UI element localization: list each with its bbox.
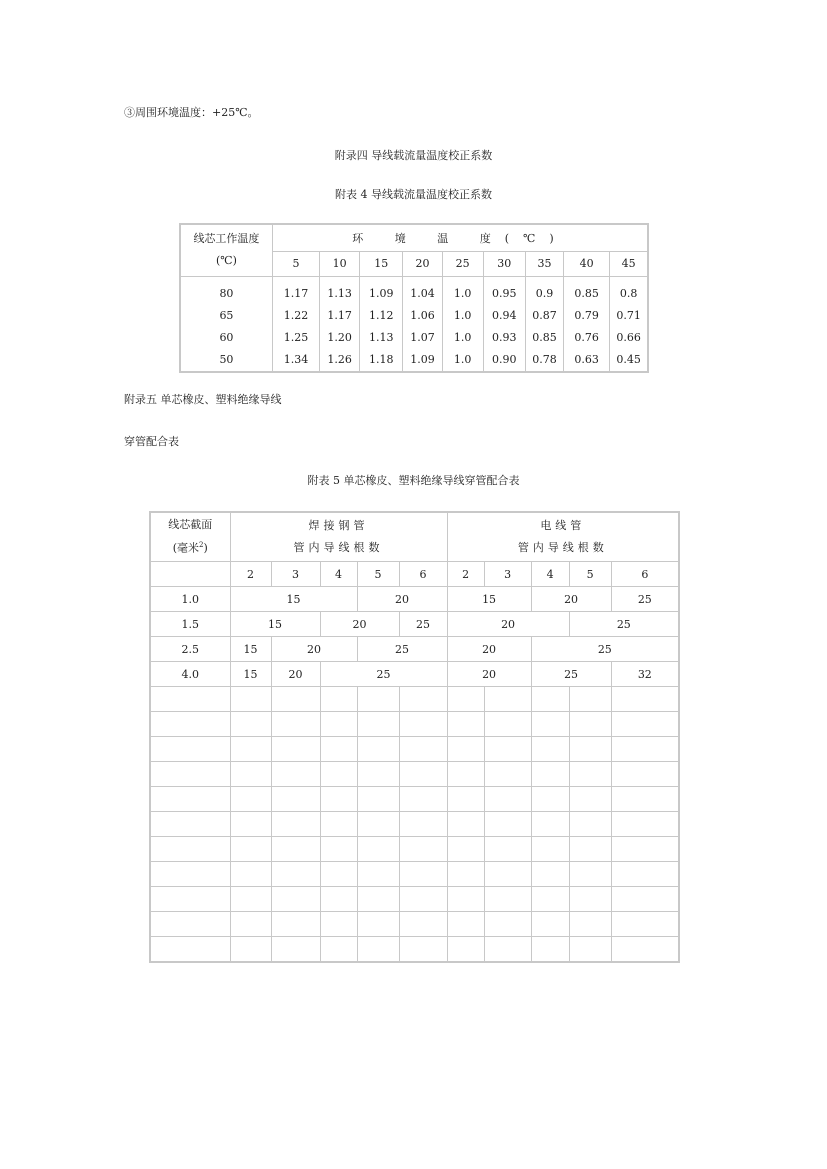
- table-cell: 0.8: [619, 286, 638, 300]
- temperature-correction-table: [179, 223, 649, 373]
- table-cell: 15: [230, 637, 271, 662]
- row-header-line2: (℃): [215, 254, 237, 268]
- table-cell: 0.78: [532, 352, 557, 366]
- appendix5-table-caption: 附表 5 单芯橡皮、塑料绝缘导线穿管配合表: [307, 474, 520, 487]
- value-column: [403, 276, 442, 372]
- table-cell: 0.9: [535, 286, 554, 300]
- column-header: 20: [403, 251, 442, 276]
- appendix5-heading: 附录五 单芯橡皮、塑料绝缘导线: [124, 393, 282, 406]
- value-column: [483, 276, 525, 372]
- column-header: 40: [564, 251, 610, 276]
- table-cell: 1.0: [453, 308, 472, 322]
- table-cell: 25: [320, 662, 447, 687]
- empty-row: [150, 912, 679, 937]
- value-column: [272, 276, 319, 372]
- section-header-line2: (毫米$^2$): [172, 541, 208, 555]
- steel-pipe-group-header: [230, 512, 447, 562]
- empty-row: [150, 812, 679, 837]
- count-header: 3: [484, 562, 531, 587]
- count-header: 4: [320, 562, 357, 587]
- table-cell: 25: [569, 612, 679, 637]
- section-header-line1: 线芯截面: [168, 518, 213, 532]
- appendix5-heading-continued: 穿管配合表: [124, 435, 179, 448]
- table-cell: 1.13: [369, 330, 394, 344]
- table-cell: 0.93: [492, 330, 517, 344]
- table-row: [150, 587, 679, 612]
- empty-row: [150, 762, 679, 787]
- table-cell: 0.79: [574, 308, 599, 322]
- electric-conduit-title: 电线管: [540, 519, 586, 532]
- table-cell: 1.18: [369, 352, 394, 366]
- table-row: [150, 637, 679, 662]
- table-cell: 1.09: [410, 352, 435, 366]
- count-header: 5: [357, 562, 399, 587]
- ambient-temp-group-header: 环 境 温 度(℃): [272, 224, 648, 251]
- table-cell: 0.76: [574, 330, 599, 344]
- column-header: 15: [360, 251, 403, 276]
- table-cell: 1.04: [410, 286, 435, 300]
- count-header: 6: [611, 562, 679, 587]
- table-cell: 15: [230, 612, 320, 637]
- count-header: 5: [569, 562, 611, 587]
- column-header: 35: [525, 251, 563, 276]
- empty-row: [150, 887, 679, 912]
- table-cell: 25: [399, 612, 447, 637]
- empty-row: [150, 687, 679, 712]
- temp-value: 60: [219, 330, 234, 344]
- table-cell: 1.17: [327, 308, 352, 322]
- table-cell: 15: [230, 587, 357, 612]
- intro-line: ③周围环境温度：+25℃。: [124, 106, 259, 119]
- value-column: [442, 276, 483, 372]
- empty-row: [150, 837, 679, 862]
- column-header: 30: [483, 251, 525, 276]
- table-cell: 20: [271, 662, 320, 687]
- section-value: 1.0: [150, 587, 230, 612]
- value-column: [610, 276, 648, 372]
- table-cell: 1.12: [369, 308, 394, 322]
- count-header: 6: [399, 562, 447, 587]
- count-header: 4: [531, 562, 569, 587]
- table-cell: 1.09: [369, 286, 394, 300]
- temp-value: 80: [219, 286, 234, 300]
- table-cell: 1.06: [410, 308, 435, 322]
- table-cell: 1.22: [283, 308, 309, 322]
- section-value: 2.5: [150, 637, 230, 662]
- section-value: 4.0: [150, 662, 230, 687]
- table-cell: 15: [447, 587, 531, 612]
- empty-row: [150, 737, 679, 762]
- row-header-line1: 线芯工作温度: [193, 232, 260, 246]
- table-cell: 0.63: [574, 352, 599, 366]
- electric-conduit-subtitle: 管内导线根数: [517, 541, 608, 554]
- table-cell: 20: [447, 662, 531, 687]
- steel-pipe-title: 焊接钢管: [308, 519, 369, 532]
- section-header-cell: [150, 512, 230, 562]
- table-cell: 1.07: [410, 330, 435, 344]
- table-cell: 15: [230, 662, 271, 687]
- steel-pipe-subtitle: 管内导线根数: [293, 541, 384, 554]
- table-cell: 20: [447, 612, 569, 637]
- temp-value: 65: [219, 308, 234, 322]
- table-cell: 0.90: [492, 352, 517, 366]
- table-cell: 0.66: [616, 330, 641, 344]
- temp-column: [180, 276, 272, 372]
- column-header: 5: [272, 251, 319, 276]
- table-cell: 20: [447, 637, 531, 662]
- column-header: 45: [610, 251, 648, 276]
- value-column: [360, 276, 403, 372]
- table-cell: 20: [531, 587, 611, 612]
- table-cell: 25: [611, 587, 679, 612]
- value-column: [320, 276, 360, 372]
- appendix4-heading: 附录四 导线载流量温度校正系数: [334, 149, 493, 162]
- table-cell: 20: [320, 612, 399, 637]
- row-header-cell: [180, 224, 272, 276]
- section-value: 1.5: [150, 612, 230, 637]
- table-cell: 1.34: [283, 352, 309, 366]
- table-cell: 0.85: [532, 330, 557, 344]
- value-column: [525, 276, 563, 372]
- conduit-matching-table: [149, 511, 680, 963]
- table-cell: 1.17: [283, 286, 309, 300]
- table-cell: 0.87: [532, 308, 557, 322]
- table-cell: 20: [271, 637, 357, 662]
- count-header: 2: [230, 562, 271, 587]
- table-cell: 1.20: [327, 330, 352, 344]
- table-cell: 0.95: [492, 286, 517, 300]
- table-cell: 25: [357, 637, 447, 662]
- table-cell: 32: [611, 662, 679, 687]
- table-cell: 0.94: [492, 308, 517, 322]
- count-header: 3: [271, 562, 320, 587]
- table-cell: 20: [357, 587, 447, 612]
- temp-value: 50: [219, 352, 234, 366]
- empty-row: [150, 712, 679, 737]
- table-cell: 0.45: [616, 352, 641, 366]
- table-cell: 1.0: [453, 286, 472, 300]
- table-row: [150, 662, 679, 687]
- empty-row: [150, 862, 679, 887]
- table-cell: 1.13: [327, 286, 352, 300]
- table-cell: 25: [531, 637, 679, 662]
- appendix4-table-caption: 附表 4 导线载流量温度校正系数: [335, 188, 492, 201]
- electric-conduit-group-header: [447, 512, 679, 562]
- table-cell: 25: [531, 662, 611, 687]
- empty-row: [150, 787, 679, 812]
- empty-cell: [150, 562, 230, 587]
- table-cell: 1.25: [283, 330, 309, 344]
- column-header: 25: [442, 251, 483, 276]
- table-row: [150, 612, 679, 637]
- column-header: 10: [320, 251, 360, 276]
- count-header: 2: [447, 562, 484, 587]
- table-cell: 1.0: [453, 330, 472, 344]
- table-cell: 1.0: [453, 352, 472, 366]
- value-column: [564, 276, 610, 372]
- table-cell: 0.85: [574, 286, 599, 300]
- table-cell: 1.26: [327, 352, 352, 366]
- empty-row: [150, 937, 679, 963]
- table-cell: 0.71: [616, 308, 641, 322]
